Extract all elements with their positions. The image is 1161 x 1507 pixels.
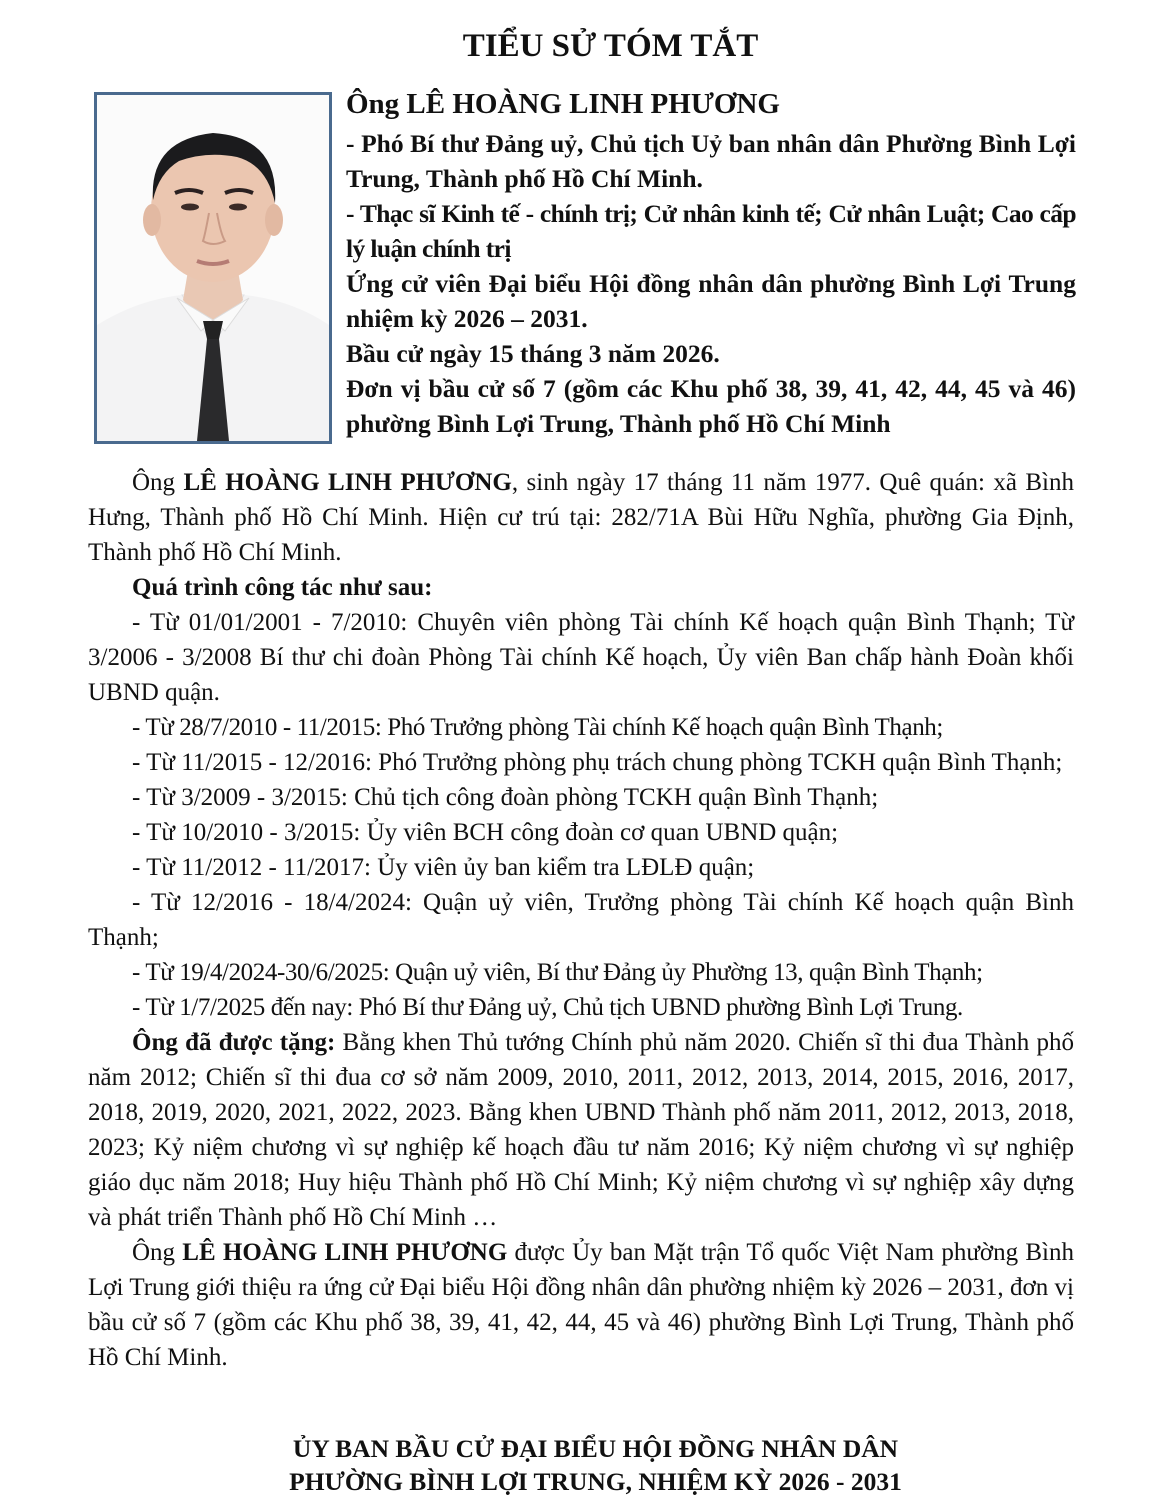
candidate-education: - Thạc sĩ Kinh tế - chính trị; Cử nhân kinh tế; Cử nhân Luật; Cao cấp lý luận chính trị [346,199,1076,263]
nomination-prefix: Ông [132,1239,183,1266]
bio-intro [88,465,1074,570]
career-item: - Từ 12/2016 - 18/4/2024: Quận uỷ viên, Trưởng phòng Tài chính Kế hoạch quận Bình Thạnh; [88,889,1074,951]
document-title: TIỂU SỬ TÓM TẮT [462,28,759,64]
candidacy-statement: Ứng cử viên Đại biểu Hội đồng nhân dân phường Bình Lợi Trung nhiệm kỳ 2026 – 2031. [346,269,1076,333]
issuing-committee [0,1432,1161,1498]
candidate-header [346,84,1076,441]
awards-label: Ông đã được tặng: [132,1029,336,1056]
career-item: - Từ 10/2010 - 3/2015: Ủy viên BCH công đoàn cơ quan UBND quận; [132,819,839,846]
career-heading: Quá trình công tác như sau: [132,574,433,601]
nomination-paragraph [88,1235,1074,1375]
career-item: - Từ 3/2009 - 3/2015: Chủ tịch công đoàn phòng TCKH quận Bình Thạnh; [132,784,879,811]
committee-line-1: ỦY BAN BẦU CỬ ĐẠI BIỂU HỘI ĐỒNG NHÂN DÂN [292,1434,899,1463]
person-portrait-icon [97,95,329,441]
intro-details: , sinh ngày 17 tháng 11 năm 1977. Quê quán: xã Bình Hưng, Thành phố Hồ Chí Minh. Hiện cư trú tại: 282/71A Bùi Hữu Nghĩa, phường Gia Định, Thành phố Hồ Chí Minh. [88,469,1075,566]
career-item: - Từ 01/01/2001 - 7/2010: Chuyên viên phòng Tài chính Kế hoạch quận Bình Thạnh; Từ 3/2006 - 3/2008 Bí thư chi đoàn Phòng Tài chính Kế hoạch, Ủy viên Ban chấp hành Đoàn khối UBND quận. [88,609,1074,706]
awards-text: Bằng khen Thủ tướng Chính phủ năm 2020. Chiến sĩ thi đua Thành phố năm 2012; Chiến sĩ thi đua cơ sở năm 2009, 2010, 2011, 2012, 2013, 2014, 2015, 2016, 2017, 2018, 2019, 2020, 2021, 2022, 2023. Bằng khen UBND Thành phố năm 2011, 2012, 2013, 2018, 2023; Kỷ niệm chương vì sự nghiệp kế hoạch đầu tư năm 2016; Kỷ niệm chương vì sự nghiệp giáo dục năm 2018; Huy hiệu Thành phố Hồ Chí Minh; Kỷ niệm chương vì sự nghiệp xây dựng và phát triển Thành phố Hồ Chí Minh … [88,1029,1074,1231]
election-date: Bầu cử ngày 15 tháng 3 năm 2026. [346,339,720,368]
committee-line-2: PHƯỜNG BÌNH LỢI TRUNG, NHIỆM KỲ 2026 - 2031 [289,1467,902,1496]
intro-prefix: Ông [132,469,184,496]
candidate-name: Ông LÊ HOÀNG LINH PHƯƠNG [346,88,780,120]
career-item: - Từ 11/2012 - 11/2017: Ủy viên ủy ban kiểm tra LĐLĐ quận; [132,854,755,881]
biography-body [88,465,1074,1375]
nomination-name: LÊ HOÀNG LINH PHƯƠNG [182,1239,508,1266]
portrait-photo [94,92,332,444]
career-item: - Từ 19/4/2024-30/6/2025: Quận uỷ viên, Bí thư Đảng ủy Phường 13, quận Bình Thạnh; [132,959,983,986]
nomination-text: được Ủy ban Mặt trận Tổ quốc Việt Nam phường Bình Lợi Trung giới thiệu ra ứng cử Đại biểu Hội đồng nhân dân phường nhiệm kỳ 2026 – 2031, đơn vị bầu cử số 7 (gồm các Khu phố 38, 39, 41, 42, 44, 45 và 46) phường Bình Lợi Trung, Thành phố Hồ Chí Minh. [88,1239,1074,1371]
career-item: - Từ 28/7/2010 - 11/2015: Phó Trưởng phòng Tài chính Kế hoạch quận Bình Thạnh; [132,714,943,741]
career-item: - Từ 1/7/2025 đến nay: Phó Bí thư Đảng uỷ, Chủ tịch UBND phường Bình Lợi Trung. [132,994,963,1021]
intro-name: LÊ HOÀNG LINH PHƯƠNG [183,469,512,496]
candidate-position: - Phó Bí thư Đảng uỷ, Chủ tịch Uỷ ban nhân dân Phường Bình Lợi Trung, Thành phố Hồ Chí Minh. [346,129,1076,193]
career-item: - Từ 11/2015 - 12/2016: Phó Trưởng phòng phụ trách chung phòng TCKH quận Bình Thạnh; [132,749,1063,776]
awards-paragraph [88,1025,1074,1235]
constituency: Đơn vị bầu cử số 7 (gồm các Khu phố 38, 39, 41, 42, 44, 45 và 46) phường Bình Lợi Trung, Thành phố Hồ Chí Minh [346,374,1076,438]
